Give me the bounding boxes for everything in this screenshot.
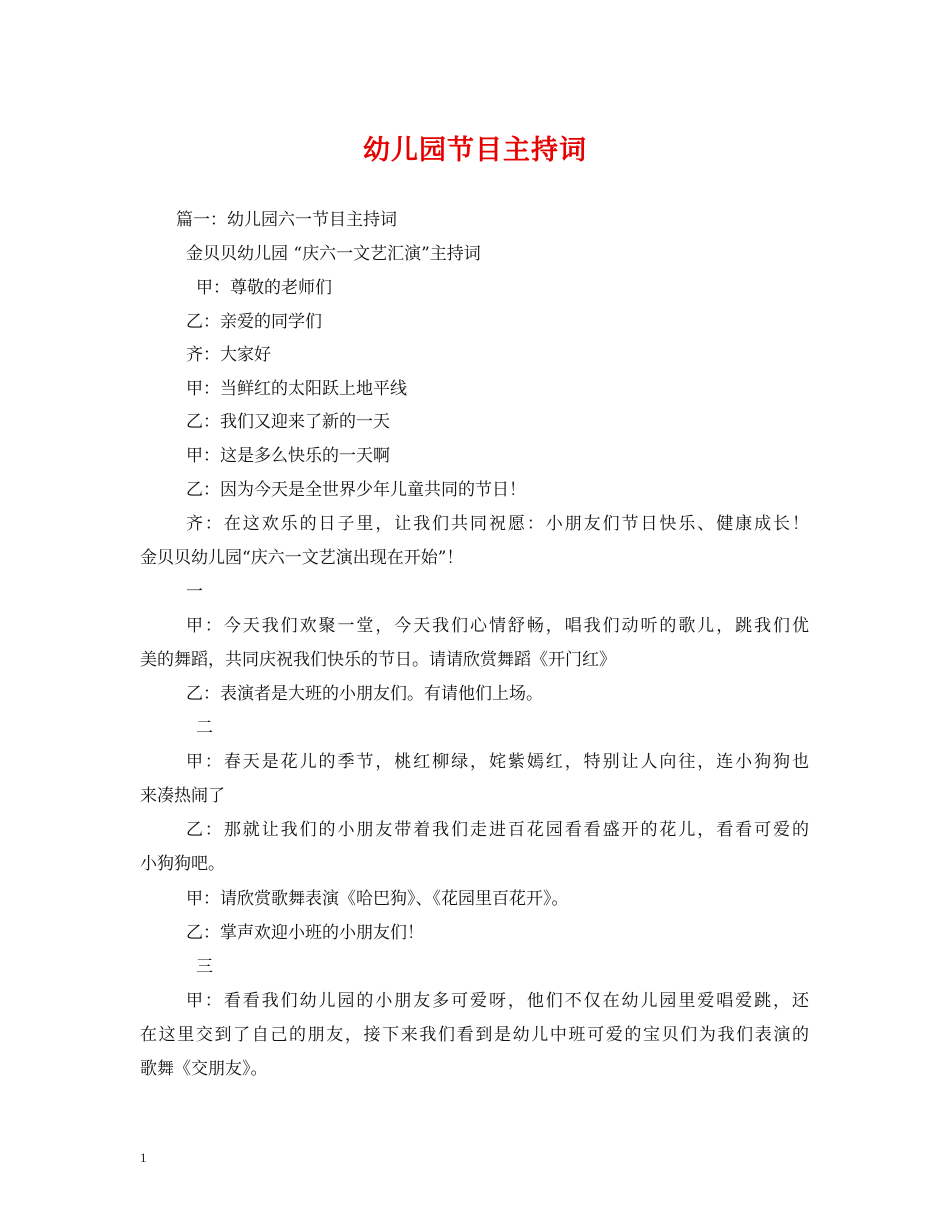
segment-number: 一 [186, 582, 203, 602]
dialogue-line-continuation: 在这里交到了自己的朋友，接下来我们看到是幼儿中班可爱的宝贝们为我们表演的 [140, 1025, 809, 1045]
dialogue-line: 甲：这是多么快乐的一天啊 [186, 446, 390, 466]
dialogue-line: 甲：今天我们欢聚一堂，今天我们心情舒畅，唱我们动听的歌儿，跳我们优 [186, 616, 809, 636]
dialogue-line: 乙：那就让我们的小朋友带着我们走进百花园看看盛开的花儿，看看可爱的 [186, 820, 809, 840]
dialogue-line: 甲：尊敬的老师们 [196, 278, 332, 298]
dialogue-line: 乙：我们又迎来了新的一天 [186, 412, 390, 432]
dialogue-line: 甲：当鲜红的太阳跃上地平线 [186, 379, 407, 399]
dialogue-line: 齐：在这欢乐的日子里，让我们共同祝愿：小朋友们节日快乐、健康成长！ [186, 514, 809, 534]
dialogue-line: 乙：因为今天是全世界少年儿童共同的节日！ [186, 480, 526, 500]
document-title: 幼儿园节目主持词 [363, 135, 587, 166]
dialogue-line: 齐：大家好 [186, 345, 271, 365]
dialogue-line-continuation: 美的舞蹈，共同庆祝我们快乐的节日。请请欣赏舞蹈《开门红》 [140, 650, 616, 670]
dialogue-line-continuation: 歌舞《交朋友》。 [140, 1059, 268, 1079]
program-heading: 金贝贝幼儿园 “庆六一文艺汇演”主持词 [186, 244, 481, 264]
segment-number: 三 [196, 957, 213, 977]
section-heading: 篇一：幼儿园六一节目主持词 [176, 210, 397, 230]
dialogue-line: 乙：掌声欢迎小班的小朋友们！ [186, 923, 424, 943]
dialogue-line-continuation: 金贝贝幼儿园“庆六一文艺演出现在开始”！ [140, 548, 464, 568]
dialogue-line: 甲：请欣赏歌舞表演《哈巴狗》、《花园里百花开》。 [186, 889, 569, 909]
dialogue-line-continuation: 小狗狗吧。 [140, 854, 225, 874]
dialogue-line-continuation: 来凑热闹了 [140, 786, 225, 806]
dialogue-line: 乙：亲爱的同学们 [186, 312, 322, 332]
segment-number: 二 [196, 718, 213, 738]
dialogue-line: 甲：春天是花儿的季节，桃红柳绿，姹紫嫣红，特别让人向往，连小狗狗也 [186, 752, 809, 772]
page-number: 1 [140, 1150, 147, 1165]
dialogue-line: 甲：看看我们幼儿园的小朋友多可爱呀，他们不仅在幼儿园里爱唱爱跳，还 [186, 991, 809, 1011]
dialogue-line: 乙：表演者是大班的小朋友们。有请他们上场。 [186, 684, 543, 704]
